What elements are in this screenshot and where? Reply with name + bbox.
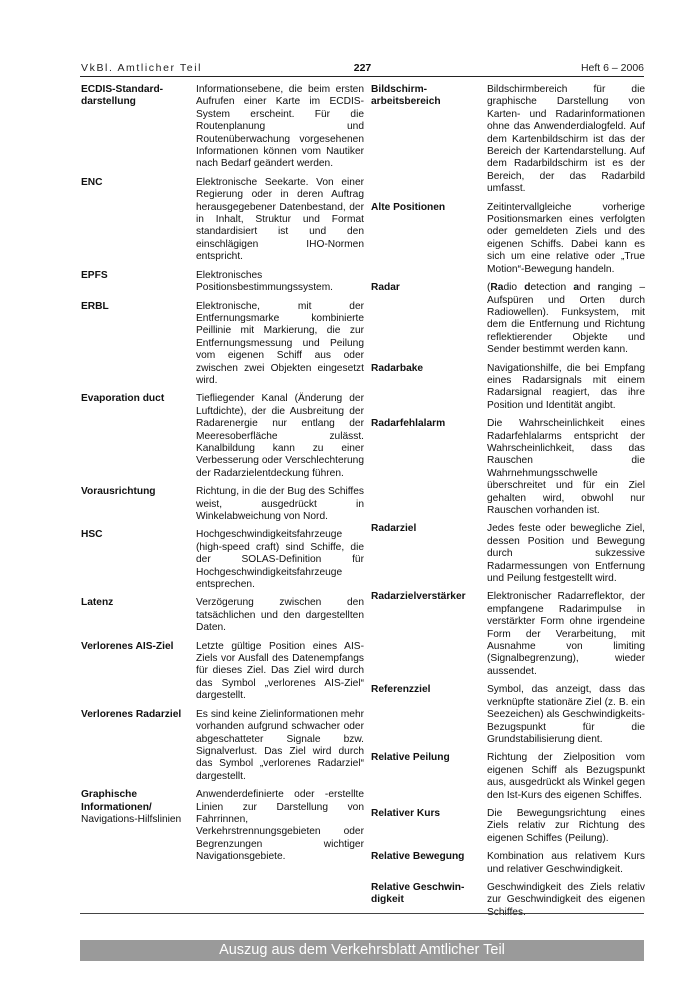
def-part: ( <box>487 282 491 294</box>
page-number: 227 <box>353 62 372 74</box>
glossary-definition: Symbol, das anzeigt, dass das verknüpfte stationäre Ziel (z. B. ein Seezeichen) als Geschwindigkeits-Bezugspunkt für die Grundstabilisierung dient. <box>487 684 645 745</box>
glossary-entry <box>81 709 364 783</box>
glossary-definition: Verzögerung zwischen den tatsächlichen und den dargestellten Daten. <box>196 597 364 634</box>
def-part: dio <box>503 282 525 294</box>
glossary-entry <box>81 597 364 634</box>
glossary-entry <box>371 684 645 746</box>
glossary-entry <box>371 523 645 585</box>
glossary-entry <box>81 393 364 480</box>
def-part: nd <box>579 282 598 294</box>
glossary-definition: Hochgeschwindigkeitsfahrzeuge (high-speed craft) sind Schiffe, die der SOLAS-Definition für Hochgeschwindigkeitsfahrzeuge entsprechen. <box>196 529 364 591</box>
glossary-definition: Die Wahrscheinlichkeit eines Radarfehlalarms entspricht der Wahrscheinlichkeit, dass das Rauschen die Wahrnehmungsschwelle überschreitet und für ein Ziel gehalten wird, obwohl nur Rauschen vorhanden ist. <box>487 418 645 516</box>
glossary-definition: Zeitintervallgleiche vorherige Positionsmarken eines verfolgten oder gemeldeten Ziels und des eigenen Schiffs. Dabei kann es sich um eine relative oder „True Motion“-Bewegung handeln. <box>487 201 645 275</box>
glossary-definition: Letzte gültige Position eines AIS-Ziels vor Ausfall des Datenempfangs für dieses Ziel. Das Ziel wird durch das Symbol „verlorenes AIS-Ziel“ dargestellt. <box>196 640 364 702</box>
glossary-term: Verlorenes Radarziel <box>81 708 182 720</box>
footer-text: Auszug aus dem Verkehrsblatt Amtlicher Teil <box>219 942 505 958</box>
footer-banner <box>80 940 644 961</box>
glossary-entry <box>371 851 645 876</box>
glossary-entry <box>371 418 645 517</box>
glossary-term: Relative Peilung <box>371 752 450 764</box>
def-bold: a <box>573 282 580 294</box>
glossary-definition: Es sind keine Zielinformationen mehr vorhanden aufgrund schwacher oder abgeschatteter Signale bzw. Signalverlust. Das Ziel wird durch das Symbol „verlorenes Radarziel“ dargestellt. <box>196 708 364 782</box>
glossary-term: ERBL <box>81 300 109 312</box>
glossary-definition: Elektronischer Radarreflektor, der empfangene Radarimpulse in verstärkter Form ohne irgendeine Form der Verarbeitung, mit Ausnahme von limiting (Signalbegrenzung), wieder aussendet. <box>487 591 645 677</box>
issue-label: Heft 6 – 2006 <box>580 62 644 74</box>
glossary-definition: Elektronische, mit der Entfernungsmarke kombinierte Peillinie mit Markierung, die zur Entfernungsmessung und Peilung vom eigenen Schiff aus oder zwischen zwei Objekten eingesetzt wird. <box>196 300 364 386</box>
def-bold: r <box>597 282 602 294</box>
glossary-definition: Kombination aus relativem Kurs und relativer Geschwindigkeit. <box>487 851 645 875</box>
glossary-term: HSC <box>81 529 103 541</box>
def-bold: d <box>524 282 531 294</box>
glossary-definition: Richtung der Zielposition vom eigenen Schiff als Bezugspunkt aus, ausgedrückt als Winkel gegen den Ist-Kurs des eigenen Schiffes. <box>487 752 645 801</box>
glossary-term: Evaporation duct <box>81 393 165 405</box>
footer-rule <box>80 913 644 914</box>
glossary-term: Relative Geschwin-digkeit <box>371 881 465 906</box>
glossary-term: Referenzziel <box>371 684 431 696</box>
glossary-term: Verlorenes AIS-Ziel <box>81 640 174 652</box>
glossary-definition: Elektronisches Positionsbestimmungssystem. <box>196 269 334 294</box>
glossary-entry <box>371 591 645 678</box>
glossary-entry <box>81 789 364 863</box>
glossary-term: Bildschirm-arbeitsbereich <box>371 84 441 108</box>
glossary-entry <box>371 363 645 413</box>
glossary-term: Latenz <box>81 597 114 609</box>
def-part: anging – Aufspüren und Orten durch Radiowellen). Funksystem, mit dem die Entfernung und Richtung reflektierender Objekte und Sender bestimmt werden kann. <box>487 282 645 356</box>
glossary-entry <box>371 84 645 196</box>
glossary-definition: Geschwindigkeit des Ziels relativ zur Geschwindigkeit des eigenen <box>487 881 645 906</box>
glossary-entry <box>81 270 364 295</box>
glossary-term: Radarzielverstärker <box>371 591 466 603</box>
glossary-entry <box>371 202 645 276</box>
header-rule <box>80 76 644 77</box>
glossary-term: Radarbake <box>371 362 424 374</box>
glossary-definition: Anwenderdefinierte oder -erstellte Linien zur Darstellung von Fahrrinnen, Verkehrstrennungsgebieten oder Begrenzungen wichtiger Navigationsgebiete. <box>196 789 364 863</box>
glossary-entry <box>81 84 364 171</box>
glossary-term: Alte Positionen <box>371 201 446 213</box>
glossary-column-right <box>371 84 645 925</box>
glossary-entry <box>81 177 364 264</box>
glossary-definition: Bildschirmbereich für die graphische Darstellung von Karten- und Radarinformationen ohne das Anwenderdialogfeld. Auf dem Kartenbildschirm ist das der Bereich der Kartendarstellung. Auf dem Radarbildschirm ist es der Bereich, der das Radarbild umfasst. <box>487 84 645 195</box>
glossary-term: Radar <box>371 282 400 294</box>
def-part: etection <box>530 282 574 294</box>
glossary-term: Vorausrichtung <box>81 486 156 498</box>
glossary-term: ENC <box>81 176 103 188</box>
glossary-entry <box>81 486 364 523</box>
glossary-entry <box>81 529 364 591</box>
glossary-term: Radarziel <box>371 523 417 535</box>
glossary-definition: Die Bewegungsrichtung eines Ziels relativ zur Richtung des eigenen Schiffes (Peilung). <box>487 807 645 844</box>
glossary-definition: Richtung, in die der Bug des Schiffes weist, ausgedrückt in Winkelabweichung von Nord. <box>196 486 364 522</box>
glossary-definition: Jedes feste oder bewegliche Ziel, dessen Position und Bewegung durch sukzessive Radarmessungen von Entfernung und Peilung festgestellt wird. <box>487 523 645 585</box>
def-bold: Ra <box>490 282 504 294</box>
glossary-term: Relative Bewegung <box>371 851 465 863</box>
glossary-term: Relativer Kurs <box>371 807 441 819</box>
glossary-term: Radarfehlalarm <box>371 418 446 430</box>
glossary-term <box>81 789 196 863</box>
glossary-entry <box>81 301 364 388</box>
glossary-entry <box>81 641 364 703</box>
glossary-definition <box>487 282 645 356</box>
glossary-definition: Navigationshilfe, die bei Empfang eines Radarsignals mit einem Radarsignal reagiert, das ihre Position und Identität angibt. <box>487 362 645 411</box>
page-header <box>81 62 644 76</box>
glossary-definition: Elektronische Seekarte. Von einer Regierung oder in deren Auftrag herausgegebener Datenbestand, der in Inhalt, Struktur und Format standardisiert ist und den einschlägigen IHO-Normen entspricht. <box>196 176 364 263</box>
glossary-column-left <box>81 84 364 870</box>
journal-title: VkBl. Amtlicher Teil <box>81 62 203 74</box>
glossary-definition: Tiefliegender Kanal (Änderung der Luftdichte), der die Ausbreitung der Radarenergie nur entlang der Meeresoberfläche zulässt. Kanalbildung kann zu einer Verbesserung oder Verschlechterung der Radarzielentdeckung führen. <box>196 393 364 479</box>
glossary-entry <box>371 752 645 802</box>
glossary-term: ECDIS-Standard-darstellung <box>81 84 164 108</box>
glossary-definition: Informationsebene, die beim ersten Aufrufen einer Karte im ECDIS-System erscheint. Für die Routenplanung und Routenüberwachung vorgesehenen Informationen können vom Nautiker nach Bedarf geändert werden. <box>196 84 364 170</box>
glossary-entry <box>371 808 645 845</box>
term-bold: Graphische Informationen/ <box>81 789 152 813</box>
term-normal: Navigations-Hilfslinien <box>81 813 182 825</box>
glossary-entry <box>371 282 645 356</box>
glossary-term: EPFS <box>81 269 108 281</box>
